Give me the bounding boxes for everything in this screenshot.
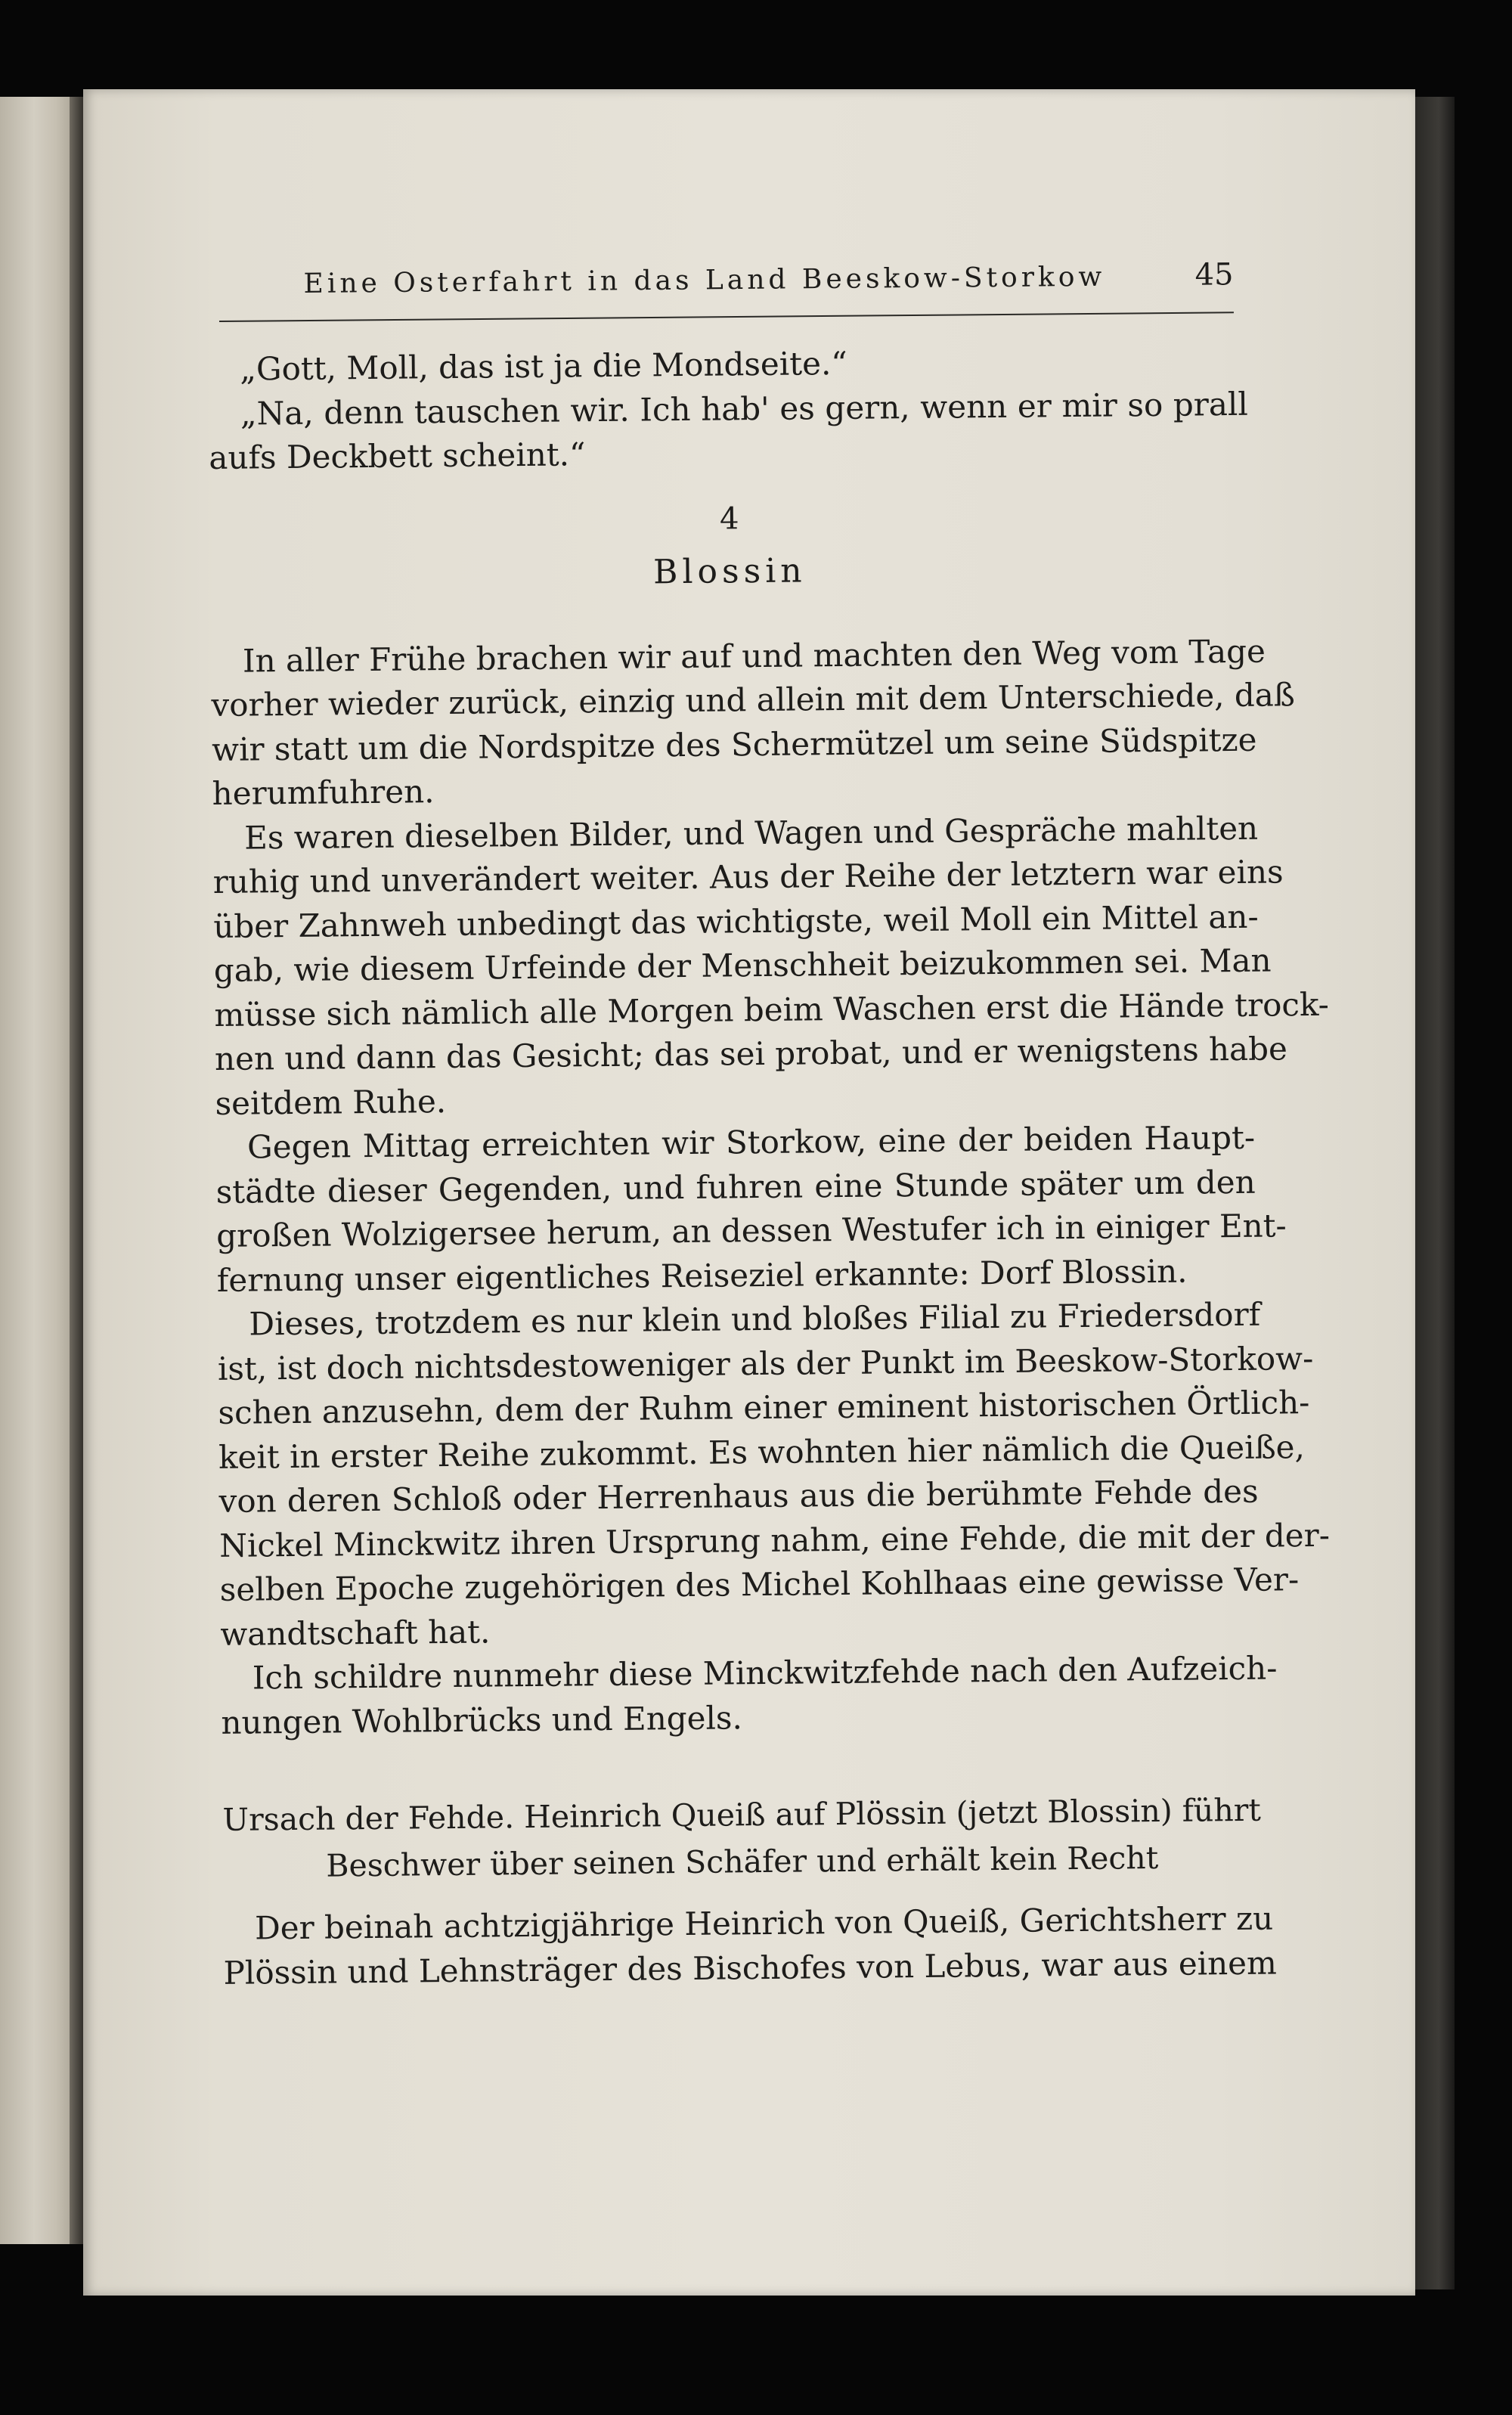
text-line: seitdem Ruhe. — [215, 1082, 447, 1122]
subheading-line: Beschwer über seinen Schäfer und erhält kein Recht — [326, 1840, 1159, 1884]
text-line: In aller Frühe brachen wir auf und machten den Weg vom Tage — [242, 632, 1266, 680]
text-line: großen Wolzigersee herum, an dessen Westufer ich in einiger Ent- — [216, 1207, 1287, 1254]
book-page — [83, 89, 1415, 2296]
text-line: Der beinah achtzigjährige Heinrich von Queiß, Gerichtsherr zu — [254, 1899, 1274, 1947]
chapter-number: 4 — [719, 501, 739, 537]
subheading-line: Ursach der Fehde. Heinrich Queiß auf Plössin (jetzt Blossin) führt — [222, 1791, 1262, 1838]
dialogue-block — [208, 338, 1249, 481]
text-line: nungen Wohlbrücks und Engels. — [221, 1698, 743, 1741]
text-line: wandtschaft hat. — [220, 1612, 491, 1653]
text-line: Es waren dieselben Bilder, und Wagen und Gespräche mahlten — [243, 809, 1259, 857]
text-line: Dieses, trotzdem es nur klein und bloßes Filial zu Friedersdorf — [249, 1295, 1261, 1343]
section-subheading — [222, 1787, 1262, 1890]
paragraph — [217, 1293, 1331, 1657]
chapter-title: Blossin — [652, 550, 807, 591]
previous-page-edge — [0, 97, 76, 2244]
paragraph — [223, 1897, 1278, 1995]
paragraph — [211, 629, 1296, 816]
text-line: ist, ist doch nichtsdestoweniger als der Punkt im Beeskow-Storkow- — [217, 1339, 1314, 1387]
text-line: Gegen Mittag erreichten wir Storkow, eine der beiden Haupt- — [246, 1118, 1256, 1166]
text-line: von deren Schloß oder Herrenhaus aus die berühmte Fehde des — [218, 1472, 1259, 1520]
text-line: keit in erster Reihe zukommt. Es wohnten hier nämlich die Queiße, — [218, 1428, 1306, 1476]
running-title: Eine Osterfahrt in das Land Beeskow-Storkow — [303, 261, 1106, 300]
running-header — [218, 251, 1234, 322]
text-line: nen und dann das Gesicht; das sei probat, und er wenigstens habe — [214, 1030, 1288, 1077]
text-line: gab, wie diesem Urfeinde der Menschheit beizukommen sei. Man — [213, 941, 1272, 989]
text-line: Ich schildre nunmehr diese Minckwitzfehde nach den Aufzeich- — [252, 1649, 1278, 1697]
text-line: ruhig und unverändert weiter. Aus der Reihe der letztern war eins — [212, 853, 1284, 901]
page-body — [208, 338, 1331, 1995]
text-line: herumfuhren. — [212, 773, 435, 812]
text-line: schen anzusehn, dem der Ruhm einer eminent historischen Örtlich- — [218, 1384, 1310, 1431]
text-line: „Gott, Moll, das ist ja die Mondseite.“ — [240, 344, 848, 388]
paragraph — [215, 1116, 1287, 1303]
paragraph — [221, 1647, 1278, 1745]
text-line: fernung unser eigentliches Reiseziel erkannte: Dorf Blossin. — [216, 1252, 1188, 1299]
text-line: selben Epoche zugehörigen des Michel Kohlhaas eine gewisse Ver- — [219, 1561, 1300, 1608]
page-stack-edge — [1415, 97, 1455, 2289]
text-line: wir statt um die Nordspitze des Schermützel um seine Südspitze — [211, 721, 1257, 768]
text-line: müsse sich nämlich alle Morgen beim Waschen erst die Hände trock- — [214, 985, 1330, 1034]
text-line: Plössin und Lehnsträger des Bischofes von Lebus, war aus einem — [223, 1944, 1278, 1992]
paragraph — [212, 806, 1330, 1126]
text-line: städte dieser Gegenden, und fuhren eine Stunde später um den — [215, 1163, 1256, 1211]
page-number: 45 — [1194, 257, 1234, 293]
text-line: über Zahnweh unbedingt das wichtigste, weil Moll ein Mittel an- — [213, 897, 1259, 945]
text-line: aufs Deckbett scheint.“ — [209, 436, 586, 476]
text-line: vorher wieder zurück, einzig und allein mit dem Unterschiede, daß — [211, 676, 1296, 724]
text-line: Nickel Minckwitz ihren Ursprung nahm, eine Fehde, die mit der der- — [218, 1516, 1331, 1564]
text-line: „Na, denn tauschen wir. Ich hab' es gern, wenn er mir so prall — [240, 385, 1249, 432]
